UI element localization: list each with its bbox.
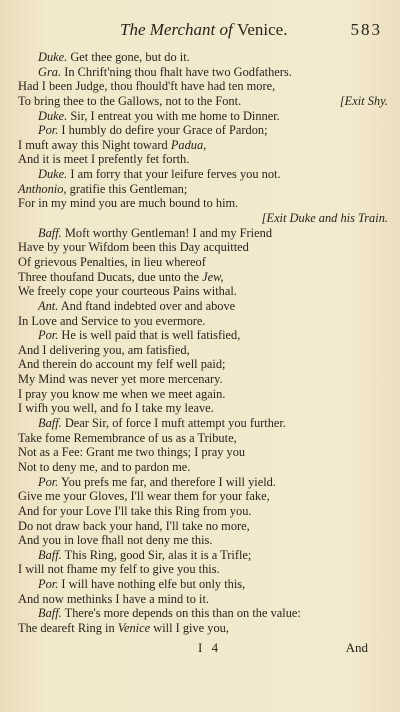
line-text: Had I been Judge, thou fhould'ft have had ten more, xyxy=(18,79,276,94)
line-text: Sir, I entreat you with me home to Dinner. xyxy=(70,108,280,123)
verse-line xyxy=(18,621,388,636)
line-text: Get thee gone, but do it. xyxy=(70,50,190,64)
line-text: Three thoufand Ducats, due unto the xyxy=(18,269,199,284)
verse-line xyxy=(18,357,388,372)
line-text: I will not fhame my felf to give you this. xyxy=(18,562,220,577)
verse-line xyxy=(18,592,388,607)
verse-line xyxy=(18,431,388,446)
verse-line xyxy=(18,196,388,211)
line-text: In Love and Service to you evermore. xyxy=(18,313,206,328)
speaker-name: Por. xyxy=(38,474,59,489)
line-text: Take fome Remembrance of us as a Tribute, xyxy=(18,430,237,445)
running-title-part-3: Venice. xyxy=(236,20,288,39)
line-text: gratifie this Gentleman; xyxy=(69,181,188,196)
verse-line xyxy=(18,109,388,124)
verse-line xyxy=(18,489,388,504)
line-text-tail: will I give you, xyxy=(153,620,229,635)
line-text: I humbly do defire your Grace of Pardon; xyxy=(61,123,268,138)
line-text: I muft away this Night toward xyxy=(18,137,168,152)
verse-line xyxy=(18,533,388,548)
speaker-name: Gra. xyxy=(38,64,62,79)
verse-line xyxy=(18,606,388,621)
line-text: I wifh you well, and fo I take my leave. xyxy=(18,401,214,416)
line-text: This Ring, good Sir, alas it is a Trifle; xyxy=(64,547,252,562)
line-text: And now methinks I have a mind to it. xyxy=(18,591,209,606)
verse-line xyxy=(18,167,388,182)
stage-direction-line xyxy=(18,211,388,226)
verse-line xyxy=(18,94,388,109)
line-text: I will have nothing elfe but only this, xyxy=(61,577,246,592)
verse-line xyxy=(18,343,388,358)
line-text: For in my mind you are much bound to him. xyxy=(18,196,239,211)
line-text: And ftand indebted over and above xyxy=(60,298,236,313)
line-text: And I delivering you, am fatisfied, xyxy=(18,342,190,357)
stage-direction: [Exit Duke and his Train. xyxy=(261,211,388,226)
page-footer xyxy=(0,640,400,658)
line-text: And therein do account my felf well paid; xyxy=(18,357,226,372)
line-text: You prefs me far, and therefore I will yield. xyxy=(60,474,276,489)
verse-line xyxy=(18,475,388,490)
line-text: I pray you know me when we meet again. xyxy=(18,386,226,401)
verse-line xyxy=(18,401,388,416)
verse-line xyxy=(18,255,388,270)
line-text: Not as a Fee: Grant me two things; I pray you xyxy=(18,445,246,460)
verse-line xyxy=(18,299,388,314)
speaker-name: Por. xyxy=(38,123,59,138)
speaker-name: Baff. xyxy=(38,606,62,621)
line-text: There's more depends on this than on the value: xyxy=(64,606,301,621)
verse-line xyxy=(18,577,388,592)
play-text xyxy=(18,50,388,636)
line-text: He is well paid that is well fatisfied, xyxy=(61,328,241,343)
line-text: The deareft Ring in xyxy=(18,620,115,635)
line-text: I am forry that your leifure ferves you not. xyxy=(70,167,281,182)
verse-line xyxy=(18,416,388,431)
line-text: Moft worthy Gentleman! I and my Friend xyxy=(64,225,273,240)
italic-word: Jew, xyxy=(202,269,224,284)
line-text: My Mind was never yet more mercenary. xyxy=(18,372,223,387)
verse-line xyxy=(18,372,388,387)
speaker-name: Baff. xyxy=(38,225,62,240)
speaker-name: Ant. xyxy=(38,298,59,313)
italic-word: Padua, xyxy=(170,137,207,152)
verse-line xyxy=(18,562,388,577)
verse-line xyxy=(18,314,388,329)
verse-line xyxy=(18,387,388,402)
verse-line xyxy=(18,328,388,343)
line-text: Not to deny me, and to pardon me. xyxy=(18,459,191,474)
verse-line xyxy=(18,284,388,299)
line-text: We freely cope your courteous Pains withal. xyxy=(18,284,237,299)
verse-line xyxy=(18,445,388,460)
verse-line xyxy=(18,152,388,167)
speaker-name: Duke. xyxy=(38,50,68,64)
italic-word: Venice xyxy=(117,620,151,635)
verse-line xyxy=(18,504,388,519)
verse-line xyxy=(18,79,388,94)
speaker-name: Duke. xyxy=(38,167,68,182)
line-text: Dear Sir, of force I muft attempt you further. xyxy=(64,416,286,431)
running-title-part-2: of xyxy=(219,20,233,39)
stage-direction: [Exit Shy. xyxy=(339,93,388,108)
speaker-name: Baff. xyxy=(38,547,62,562)
line-text: To bring thee to the Gallows, not to the Font. xyxy=(18,93,242,108)
speaker-name: Por. xyxy=(38,577,59,592)
page-header xyxy=(0,20,400,44)
speaker-name: Duke. xyxy=(38,108,68,123)
verse-line xyxy=(18,65,388,80)
line-text: Give me your Gloves, I'll wear them for your fake, xyxy=(18,489,270,504)
line-text: Do not draw back your hand, I'll take no more, xyxy=(18,518,250,533)
verse-line xyxy=(18,270,388,285)
speaker-name: Baff. xyxy=(38,416,62,431)
speaker-name: Por. xyxy=(38,328,59,343)
line-text: And you in love fhall not deny me this. xyxy=(18,533,213,548)
verse-line xyxy=(18,50,388,65)
verse-line xyxy=(18,182,388,197)
running-title xyxy=(120,20,287,40)
page-number: 583 xyxy=(350,20,382,39)
verse-line xyxy=(18,240,388,255)
verse-line xyxy=(18,460,388,475)
line-text: In Chrift'ning thou fhalt have two Godfathers. xyxy=(64,64,292,79)
signature-mark: I 4 xyxy=(198,640,222,655)
line-text: And for your Love I'll take this Ring from you. xyxy=(18,503,252,518)
verse-line xyxy=(18,226,388,241)
running-title-part-1: The Merchant xyxy=(120,20,216,39)
verse-line xyxy=(18,519,388,534)
line-text: Of grievous Penalties, in lieu whereof xyxy=(18,254,206,269)
verse-line xyxy=(18,138,388,153)
line-text: Have by your Wifdom been this Day acquitted xyxy=(18,240,249,255)
catchword: And xyxy=(345,640,368,655)
line-text: And it is meet I prefently fet forth. xyxy=(18,152,190,167)
verse-line xyxy=(18,548,388,563)
speaker-name: Anthonio, xyxy=(18,181,67,196)
verse-line xyxy=(18,123,388,138)
